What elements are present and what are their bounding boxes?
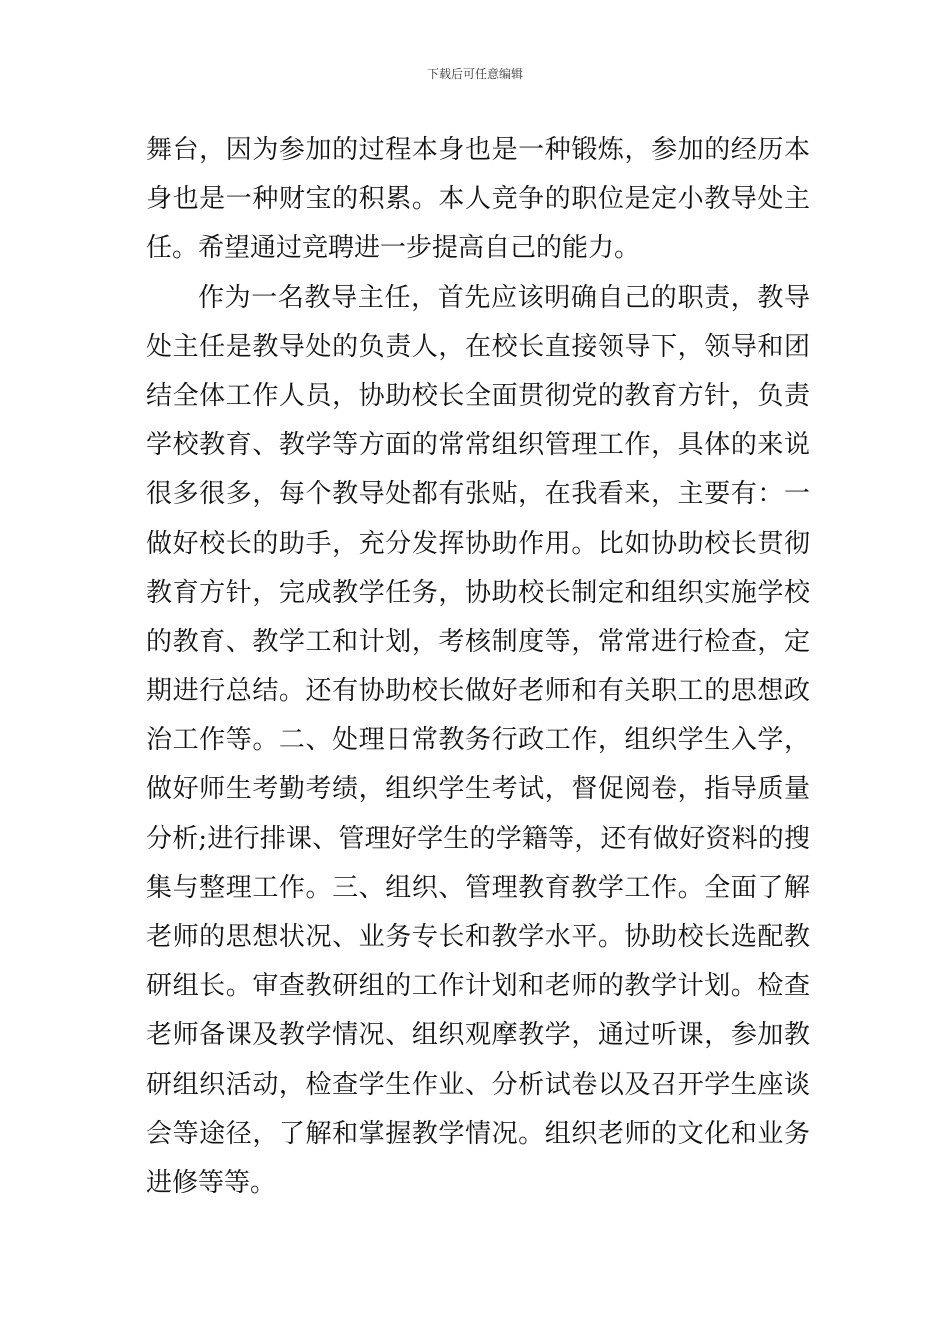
text-line: 任。希望通过竞聘进一步提高自己的能力。	[146, 233, 641, 264]
text-line: 分析;进行排课、管理好学生的学籍等，还有做好资料的搜	[146, 823, 810, 854]
text-line: 集与整理工作。三、组织、管理教育教学工作。全面了解	[146, 872, 810, 903]
text-line: 做好校长的助手，充分发挥协助作用。比如协助校长贯彻	[146, 528, 810, 559]
text-line: 研组长。审查教研组的工作计划和老师的教学计划。检查	[146, 971, 810, 1002]
text-line: 会等途径，了解和掌握教学情况。组织老师的文化和业务	[146, 1118, 810, 1149]
text-line: 老师备课及教学情况、组织观摩教学，通过听课，参加教	[146, 1020, 810, 1051]
text-line: 研组织活动，检查学生作业、分析试卷以及召开学生座谈	[146, 1069, 810, 1100]
text-line: 进修等等。	[146, 1167, 277, 1198]
text-line: 治工作等。二、处理日常教务行政工作，组织学生入学，	[146, 725, 810, 756]
text-line: 教育方针，完成教学任务，协助校长制定和组织实施学校	[146, 577, 810, 608]
text-line: 处主任是教导处的负责人，在校长直接领导下，领导和团	[146, 331, 810, 362]
text-line: 学校教育、教学等方面的常常组织管理工作，具体的来说	[146, 430, 810, 461]
paragraph-first-line: 作为一名教导主任，首先应该明确自己的职责，教导	[198, 282, 810, 313]
text-line: 做好师生考勤考绩，组织学生考试，督促阅卷，指导质量	[146, 774, 810, 805]
page-header: 下载后可任意编辑	[426, 67, 523, 81]
text-line: 老师的思想状况、业务专长和教学水平。协助校长选配教	[146, 922, 810, 952]
text-line: 期进行总结。还有协助校长做好老师和有关职工的思想政	[146, 676, 810, 707]
text-line: 结全体工作人员，协助校长全面贯彻党的教育方针，负责	[146, 380, 810, 411]
text-line: 的教育、教学工和计划，考核制度等，常常进行检查，定	[146, 626, 810, 657]
text-line: 很多很多，每个教导处都有张贴，在我看来，主要有：一	[146, 479, 810, 510]
text-line: 身也是一种财宝的积累。本人竞争的职位是定小教导处主	[146, 184, 810, 215]
body-text	[146, 126, 810, 1208]
text-line: 舞台，因为参加的过程本身也是一种锻炼，参加的经历本	[146, 135, 810, 165]
